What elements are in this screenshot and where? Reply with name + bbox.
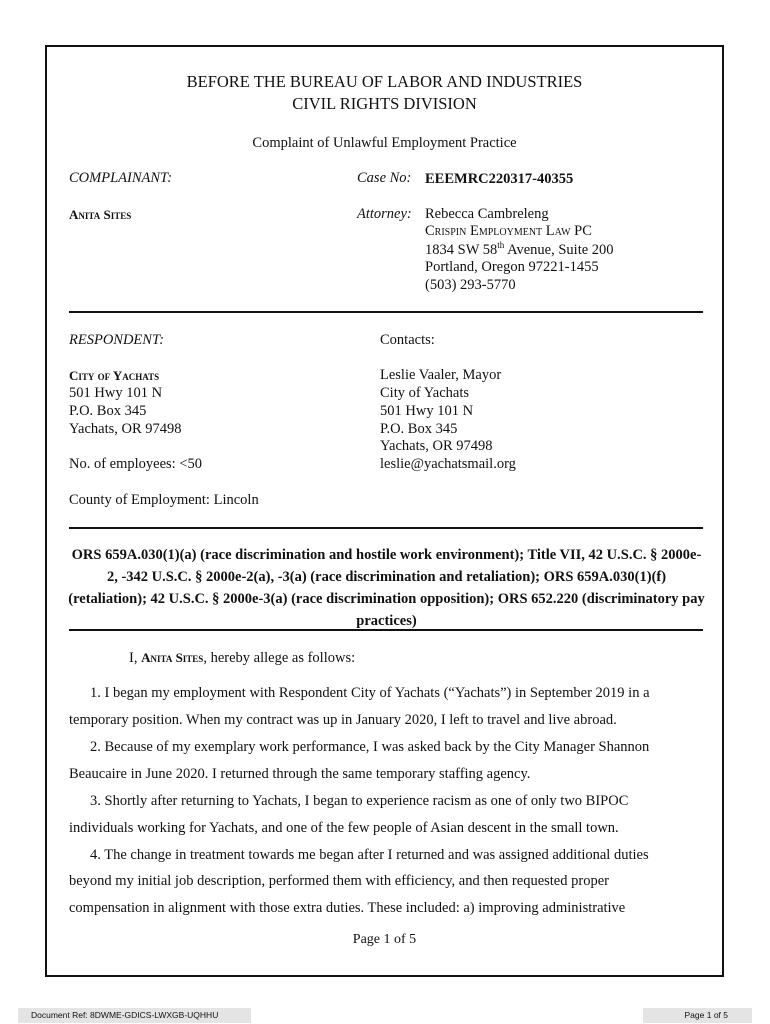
section-divider	[69, 311, 703, 313]
intro-line: I, Anita Sites, hereby allege as follows:	[129, 650, 356, 666]
contact-line4: P.O. Box 345	[380, 421, 458, 437]
statutes-block: ORS 659A.030(1)(a) (race discrimination and hostile work environment); Title VII, 42 U.S.C. § 2000e-2, -342 U.S.C. § 2000e-2(a), -3(a) (race discrimination and retaliation); ORS 659A.030(1)(f) (retaliation); 42 U.S.C. § 2000e-3(a) (race discrimination opposition); ORS 652.220 (discriminatory pay practices)	[68, 547, 705, 629]
complainant-name: Anita Sites	[69, 207, 132, 222]
attorney-address: 1834 SW 58th Avenue, Suite 200	[425, 240, 614, 258]
complainant-label: COMPLAINANT:	[69, 170, 173, 186]
footer-document-ref: Document Ref: 8DWME-GDICS-LWXGB-UQHHU	[18, 1008, 251, 1023]
document-page	[45, 45, 724, 977]
respondent-employees: No. of employees: <50	[69, 456, 203, 472]
attorney-name: Rebecca Cambreleng	[425, 206, 549, 222]
paragraph-line: 3. Shortly after returning to Yachats, I began to experience racism as one of only two BIPOC	[90, 793, 629, 809]
attorney-city: Portland, Oregon 97221-1455	[425, 259, 599, 275]
section-divider	[69, 527, 703, 529]
paragraph-line: 1. I began my employment with Respondent City of Yachats (“Yachats”) in September 2019 in a	[90, 685, 650, 701]
contact-email: leslie@yachatsmail.org	[380, 456, 516, 472]
document-title-line2: CIVIL RIGHTS DIVISION	[292, 94, 477, 113]
section-divider	[69, 629, 703, 631]
paragraph-line: 4. The change in treatment towards me began after I returned and was assigned additional duties	[90, 847, 649, 863]
paragraph-line: Beaucaire in June 2020. I returned through the same temporary staffing agency.	[69, 766, 531, 782]
attorney-firm: Crispin Employment Law PC	[425, 223, 592, 239]
paragraph-line: compensation in alignment with those extra duties. These included: a) improving administrative	[69, 900, 626, 916]
respondent-address1: 501 Hwy 101 N	[69, 385, 163, 401]
contact-line2: City of Yachats	[380, 385, 470, 401]
document-subtitle: Complaint of Unlawful Employment Practice	[252, 135, 517, 151]
respondent-name: City of Yachats	[69, 368, 160, 383]
respondent-address3: Yachats, OR 97498	[69, 421, 182, 437]
contact-line3: 501 Hwy 101 N	[380, 403, 474, 419]
respondent-county: County of Employment: Lincoln	[69, 492, 259, 508]
respondent-address2: P.O. Box 345	[69, 403, 147, 419]
document-title-line1: BEFORE THE BUREAU OF LABOR AND INDUSTRIES	[186, 72, 583, 91]
case-number-label: Case No:	[357, 170, 412, 186]
attorney-phone: (503) 293-5770	[425, 277, 516, 293]
paragraph-line: individuals working for Yachats, and one of the few people of Asian descent in the small town.	[69, 820, 619, 836]
page-number: Page 1 of 5	[352, 932, 417, 947]
paragraph-line: temporary position. When my contract was up in January 2020, I left to travel and live abroad.	[69, 712, 617, 728]
paragraph-line: 2. Because of my exemplary work performance, I was asked back by the City Manager Shannon	[90, 739, 650, 755]
attorney-label: Attorney:	[357, 206, 412, 222]
contact-line5: Yachats, OR 97498	[380, 438, 493, 454]
contact-line1: Leslie Vaaler, Mayor	[380, 367, 502, 383]
footer-page-indicator: Page 1 of 5	[643, 1008, 752, 1023]
contacts-label: Contacts:	[380, 332, 435, 348]
case-number: EEEMRC220317-40355	[425, 171, 574, 187]
respondent-label: RESPONDENT:	[69, 332, 165, 348]
paragraph-line: beyond my initial job description, performed them with efficiency, and then requested proper	[69, 873, 609, 889]
